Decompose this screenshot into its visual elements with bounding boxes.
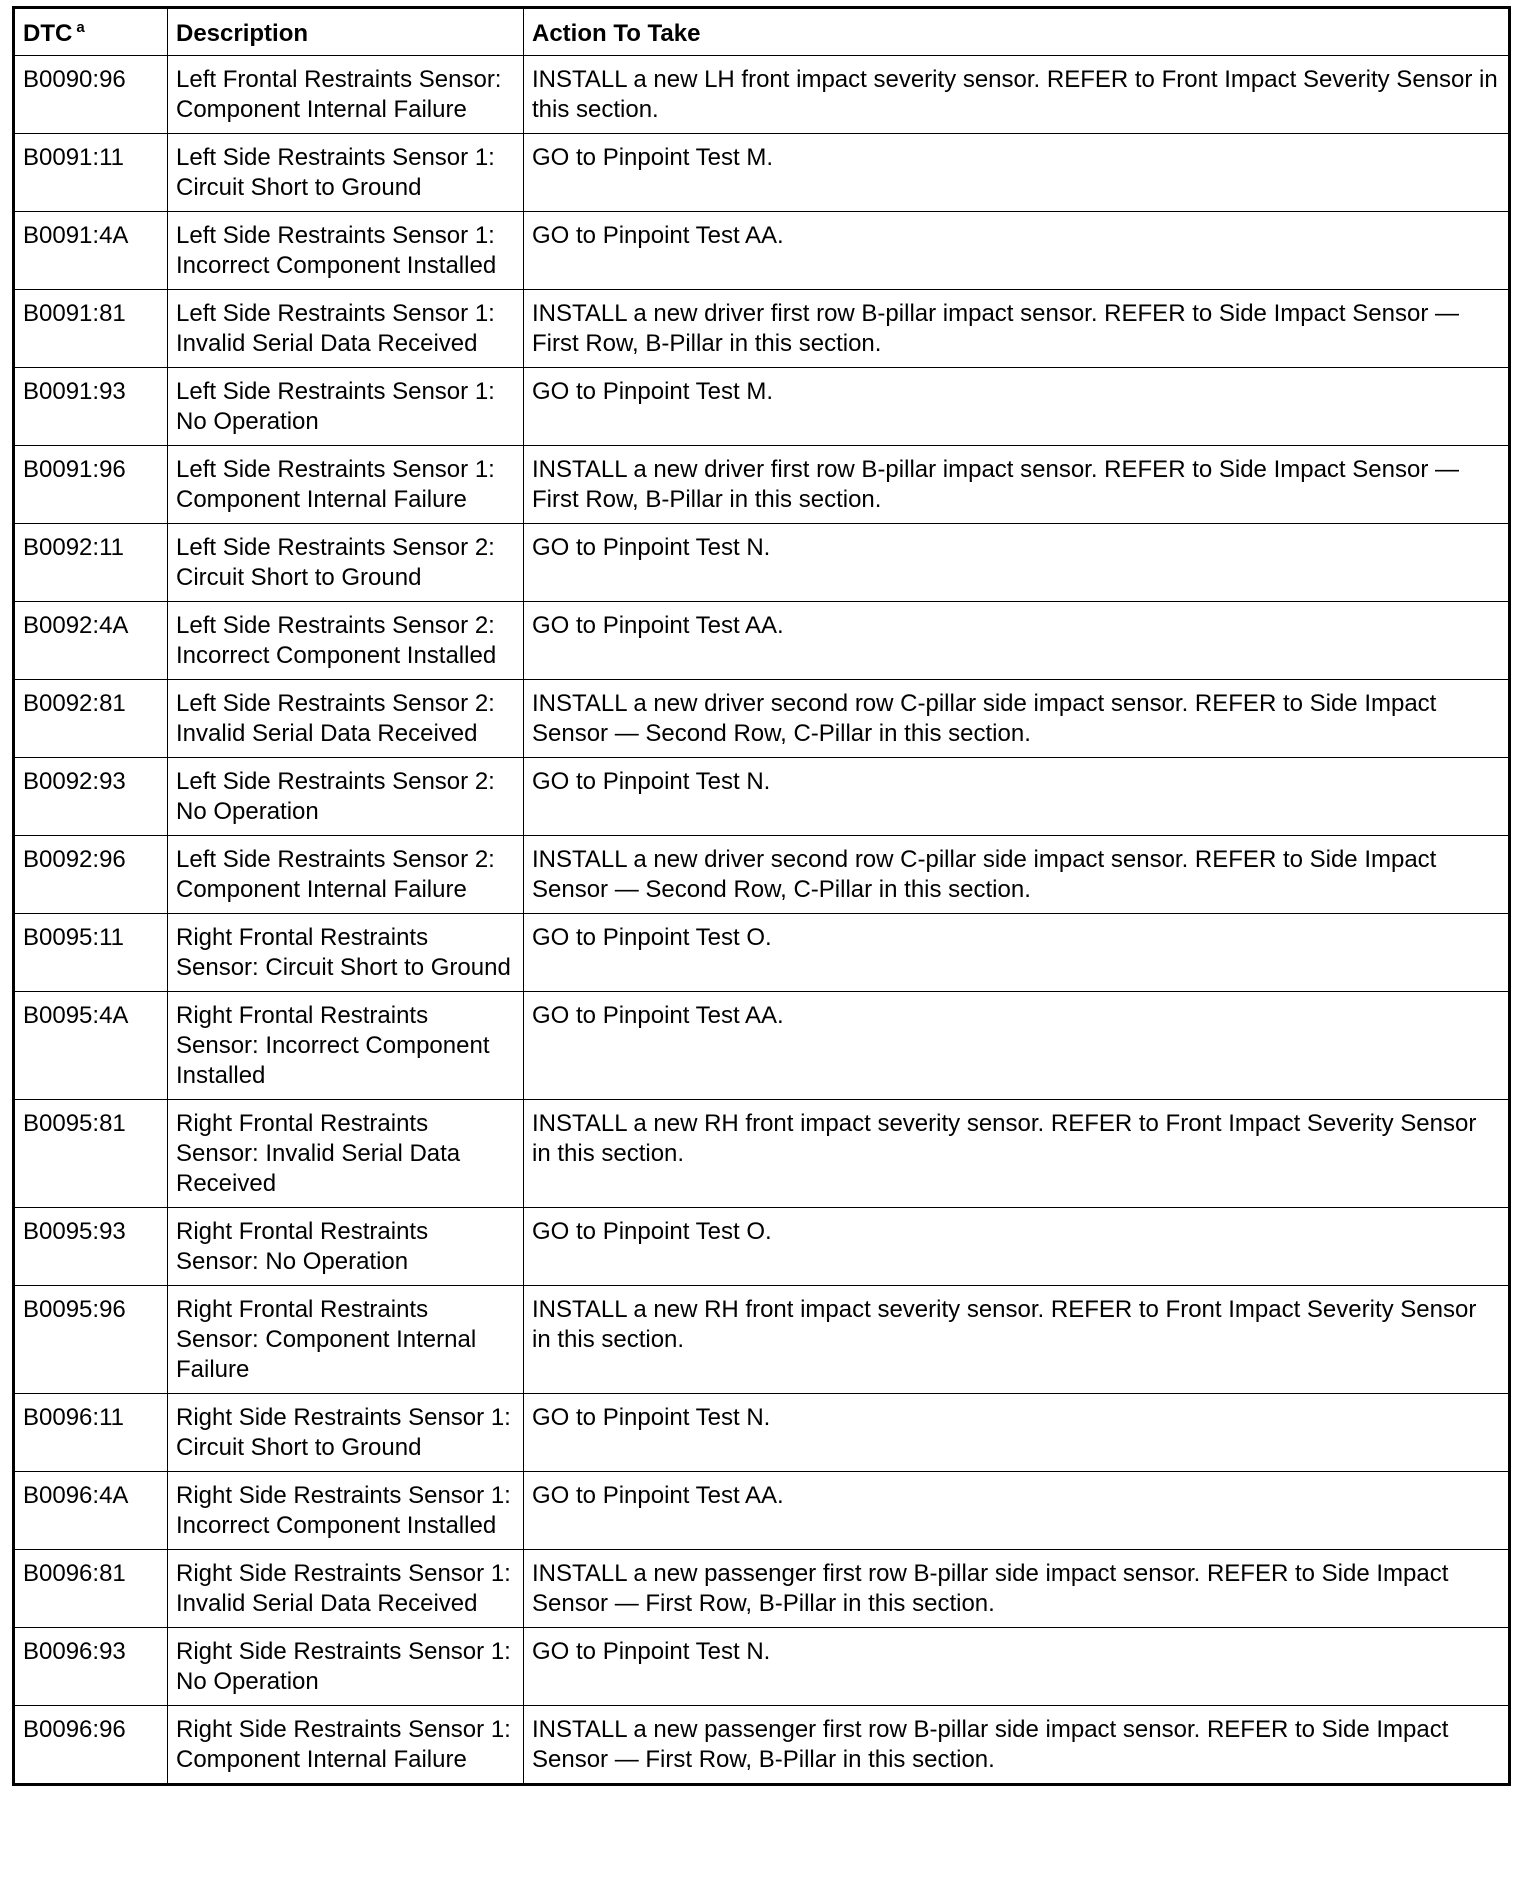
document-page (12, 6, 1508, 1786)
description-cell: Left Frontal Restraints Sensor: Component Internal Failure (168, 56, 524, 134)
description-cell: Right Side Restraints Sensor 1: Circuit Short to Ground (168, 1394, 524, 1472)
description-cell: Right Frontal Restraints Sensor: Invalid Serial Data Received (168, 1100, 524, 1208)
header-action: Action To Take (524, 8, 1510, 56)
table-row (14, 1208, 1510, 1286)
action-cell: INSTALL a new driver first row B-pillar impact sensor. REFER to Side Impact Sensor — First Row, B-Pillar in this section. (524, 446, 1510, 524)
action-cell: INSTALL a new passenger first row B-pillar side impact sensor. REFER to Side Impact Sensor — First Row, B-Pillar in this section. (524, 1550, 1510, 1628)
table-row (14, 212, 1510, 290)
description-cell: Right Frontal Restraints Sensor: Circuit Short to Ground (168, 914, 524, 992)
action-cell: GO to Pinpoint Test N. (524, 1394, 1510, 1472)
dtc-table (12, 6, 1511, 1786)
action-cell: GO to Pinpoint Test N. (524, 524, 1510, 602)
table-row (14, 602, 1510, 680)
table-body (14, 56, 1510, 1785)
table-row (14, 368, 1510, 446)
action-cell: INSTALL a new driver second row C-pillar side impact sensor. REFER to Side Impact Sensor — Second Row, C-Pillar in this section. (524, 836, 1510, 914)
table-row (14, 1628, 1510, 1706)
description-cell: Left Side Restraints Sensor 1: Component Internal Failure (168, 446, 524, 524)
dtc-code-cell: B0095:93 (14, 1208, 168, 1286)
action-cell: GO to Pinpoint Test AA. (524, 1472, 1510, 1550)
table-row (14, 524, 1510, 602)
dtc-code-cell: B0096:96 (14, 1706, 168, 1785)
dtc-code-cell: B0096:81 (14, 1550, 168, 1628)
dtc-code-cell: B0095:81 (14, 1100, 168, 1208)
action-cell: INSTALL a new RH front impact severity sensor. REFER to Front Impact Severity Sensor in this section. (524, 1286, 1510, 1394)
action-cell: GO to Pinpoint Test M. (524, 368, 1510, 446)
description-cell: Right Frontal Restraints Sensor: No Operation (168, 1208, 524, 1286)
action-cell: GO to Pinpoint Test N. (524, 758, 1510, 836)
action-cell: GO to Pinpoint Test O. (524, 1208, 1510, 1286)
description-cell: Left Side Restraints Sensor 1: Circuit Short to Ground (168, 134, 524, 212)
table-row (14, 446, 1510, 524)
description-cell: Left Side Restraints Sensor 1: Incorrect Component Installed (168, 212, 524, 290)
description-cell: Left Side Restraints Sensor 2: No Operation (168, 758, 524, 836)
table-row (14, 992, 1510, 1100)
table-row (14, 836, 1510, 914)
action-cell: GO to Pinpoint Test N. (524, 1628, 1510, 1706)
table-row (14, 56, 1510, 134)
description-cell: Left Side Restraints Sensor 2: Invalid Serial Data Received (168, 680, 524, 758)
dtc-code-cell: B0092:81 (14, 680, 168, 758)
table-row (14, 1472, 1510, 1550)
action-cell: INSTALL a new RH front impact severity sensor. REFER to Front Impact Severity Sensor in this section. (524, 1100, 1510, 1208)
dtc-code-cell: B0091:93 (14, 368, 168, 446)
table-row (14, 914, 1510, 992)
dtc-code-cell: B0095:11 (14, 914, 168, 992)
description-cell: Left Side Restraints Sensor 1: Invalid Serial Data Received (168, 290, 524, 368)
dtc-code-cell: B0092:11 (14, 524, 168, 602)
dtc-code-cell: B0090:96 (14, 56, 168, 134)
header-description: Description (168, 8, 524, 56)
dtc-code-cell: B0096:93 (14, 1628, 168, 1706)
dtc-code-cell: B0091:4A (14, 212, 168, 290)
dtc-code-cell: B0091:96 (14, 446, 168, 524)
description-cell: Right Frontal Restraints Sensor: Incorrect Component Installed (168, 992, 524, 1100)
action-cell: GO to Pinpoint Test AA. (524, 602, 1510, 680)
dtc-code-cell: B0092:93 (14, 758, 168, 836)
table-header-row (14, 8, 1510, 56)
dtc-code-cell: B0095:4A (14, 992, 168, 1100)
table-row (14, 680, 1510, 758)
table-row (14, 758, 1510, 836)
action-cell: INSTALL a new driver first row B-pillar impact sensor. REFER to Side Impact Sensor — First Row, B-Pillar in this section. (524, 290, 1510, 368)
table-row (14, 134, 1510, 212)
description-cell: Left Side Restraints Sensor 2: Incorrect Component Installed (168, 602, 524, 680)
action-cell: INSTALL a new passenger first row B-pillar side impact sensor. REFER to Side Impact Sensor — First Row, B-Pillar in this section. (524, 1706, 1510, 1785)
header-dtc (14, 8, 168, 56)
dtc-code-cell: B0096:4A (14, 1472, 168, 1550)
dtc-code-cell: B0091:11 (14, 134, 168, 212)
description-cell: Right Frontal Restraints Sensor: Component Internal Failure (168, 1286, 524, 1394)
table-row (14, 1706, 1510, 1785)
table-row (14, 1286, 1510, 1394)
header-dtc-footnote: a (76, 19, 85, 36)
dtc-code-cell: B0096:11 (14, 1394, 168, 1472)
dtc-code-cell: B0092:96 (14, 836, 168, 914)
action-cell: INSTALL a new driver second row C-pillar side impact sensor. REFER to Side Impact Sensor — Second Row, C-Pillar in this section. (524, 680, 1510, 758)
action-cell: INSTALL a new LH front impact severity sensor. REFER to Front Impact Severity Sensor in this section. (524, 56, 1510, 134)
description-cell: Right Side Restraints Sensor 1: No Operation (168, 1628, 524, 1706)
description-cell: Left Side Restraints Sensor 2: Component Internal Failure (168, 836, 524, 914)
dtc-code-cell: B0095:96 (14, 1286, 168, 1394)
table-row (14, 1550, 1510, 1628)
description-cell: Right Side Restraints Sensor 1: Incorrect Component Installed (168, 1472, 524, 1550)
description-cell: Left Side Restraints Sensor 1: No Operation (168, 368, 524, 446)
description-cell: Left Side Restraints Sensor 2: Circuit Short to Ground (168, 524, 524, 602)
dtc-code-cell: B0092:4A (14, 602, 168, 680)
action-cell: GO to Pinpoint Test AA. (524, 992, 1510, 1100)
description-cell: Right Side Restraints Sensor 1: Component Internal Failure (168, 1706, 524, 1785)
description-cell: Right Side Restraints Sensor 1: Invalid Serial Data Received (168, 1550, 524, 1628)
table-row (14, 1100, 1510, 1208)
dtc-code-cell: B0091:81 (14, 290, 168, 368)
action-cell: GO to Pinpoint Test AA. (524, 212, 1510, 290)
header-dtc-label: DTC (23, 20, 73, 47)
action-cell: GO to Pinpoint Test M. (524, 134, 1510, 212)
table-row (14, 290, 1510, 368)
action-cell: GO to Pinpoint Test O. (524, 914, 1510, 992)
table-row (14, 1394, 1510, 1472)
